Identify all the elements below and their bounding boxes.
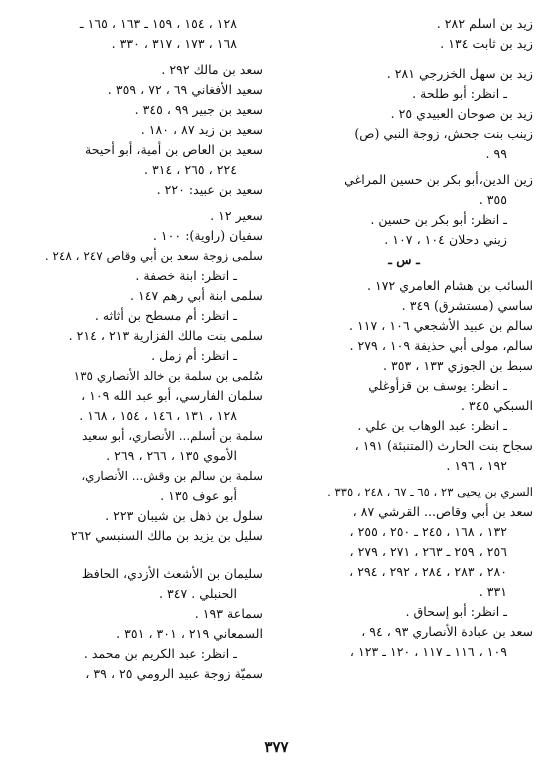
index-entry: سلول بن ذهل بن شيبان ٢٢٣ . <box>105 508 263 523</box>
index-entry: سلمة بن سالم بن وقش... الأنصاري، <box>81 469 263 483</box>
index-entry: ـ انظر: عبد الوهاب بن علي . <box>357 418 507 433</box>
index-entry: ـ س ـ <box>388 252 420 267</box>
index-entry: ٢٥٦ ، ٢٥٩ ـ ٢٦٣ ، ٢٧١ ، ٢٧٩ ، <box>349 544 507 559</box>
index-entry: سماعة ١٩٣ . <box>194 606 263 621</box>
index-entry: سُلمى بن سلمة بن خالد الأنصاري ١٣٥ <box>73 369 263 383</box>
index-entry: سعد بن مالك ٢٩٢ . <box>161 62 263 77</box>
index-entry: ٣٣١ . <box>478 584 507 599</box>
index-entry: سعيد بن زيد ٨٧ ، ١٨٠ . <box>140 122 263 137</box>
index-entry: الأموي ١٣٥ ، ٢٦٦ ، ٢٦٩ . <box>106 448 237 463</box>
page-number: ٣٧٧ <box>264 738 289 756</box>
index-entry: سعد بن عبادة الأنصاري ٩٣ ، ٩٤ ، <box>361 624 533 639</box>
index-entry: زيد بن ثابت ١٣٤ . <box>440 36 533 51</box>
index-entry: سلمى بنت مالك الفزارية ٢١٣ ، ٢١٤ . <box>68 328 263 343</box>
index-entry: سالم بن عبيد الأشجعي ١٠٦ ، ١١٧ . <box>348 318 533 333</box>
index-entry: زيد بن صوحان العبيدي ٢٥ . <box>390 106 533 121</box>
index-entry: ٢٨٠ ، ٢٨٣ ، ٢٨٤ ، ٢٩٢ ، ٢٩٤ ، <box>349 564 507 579</box>
index-entry: زينب بنت جحش، زوجة النبي (ص) <box>354 126 533 141</box>
index-entry: ٩٩ . <box>485 146 507 161</box>
index-entry: سعيد بن العاص بن أمية، أبو أحيحة <box>84 142 263 157</box>
index-entry: ٣٥٥ . <box>478 192 507 207</box>
index-entry: ـ انظر: أبو إسحاق . <box>405 604 507 619</box>
index-entry: السمعاني ٢١٩ ، ٣٠١ ، ٣٥١ . <box>116 626 263 641</box>
index-entry: سعيد بن جبير ٩٩ ، ٣٤٥ . <box>134 102 263 117</box>
index-entry: ساسي (مستشرق) ٣٤٩ . <box>401 298 533 313</box>
index-entry: سلمى ابنة أبي رهم ١٤٧ . <box>130 288 263 303</box>
index-entry: ٢٢٤ ، ٢٦٥ ، ٣١٤ . <box>143 162 237 177</box>
index-entry: ـ انظر: ابنة خصفة . <box>135 268 237 283</box>
index-entry: سجاح بنت الحارث (المتنبئة) ١٩١ ، <box>354 438 533 453</box>
index-entry: ـ انظر: أبو بكر بن حسين . <box>370 212 507 227</box>
index-entry: ١٦٨ ، ١٧٣ ، ٣١٧ ، ٣٣٠ . <box>111 36 237 51</box>
index-entry: سعيد الأفغاني ٦٩ ، ٧٢ ، ٣٥٩ . <box>107 82 263 97</box>
index-entry: ١٢٨ ، ١٥٤ ، ١٥٩ ـ ١٦٣ ، ١٦٥ ـ <box>79 16 237 31</box>
index-entry: ـ انظر: أم زمل . <box>151 348 237 363</box>
index-entry: سالم، مولى أبي حذيفة ١٠٩ ، ٢٧٩ . <box>349 338 533 353</box>
index-entry: زيني دحلان ١٠٤ ، ١٠٧ . <box>384 232 507 247</box>
index-entry: ـ انظر: يوسف بن قزأوغلي <box>368 378 507 393</box>
index-entry: سعد بن أبي وقاص... القرشي ٨٧ ، <box>352 504 533 519</box>
index-entry: سلمى زوجة سعد بن أبي وقاص ٢٤٧ ، ٢٤٨ . <box>44 249 263 263</box>
index-entry: سليل بن يزيد بن مالك السنبسي ٢٦٢ <box>70 528 263 543</box>
index-entry: سميّة زوجة عبيد الرومي ٢٥ ، ٣٩ ، <box>85 666 263 681</box>
index-entry: الحنبلي . ٣٤٧ . <box>158 586 237 601</box>
index-entry: سلمة بن أسلم... الأنصاري، أبو سعيد <box>81 429 263 443</box>
index-entry: زيد بن اسلم ٢٨٢ . <box>436 16 533 31</box>
index-entry: سفيان (راوية): ١٠٠ . <box>152 228 263 243</box>
index-entry: ١٢٨ ، ١٣١ ، ١٤٦ ، ١٥٤ ، ١٦٨ . <box>79 408 237 423</box>
left-column <box>18 14 263 684</box>
index-entry: زيد بن سهل الخزرجي ٢٨١ . <box>386 66 533 81</box>
index-entry: سلمان الفارسي، أبو عبد الله ١٠٩ ، <box>81 388 263 403</box>
index-entry: سعيد بن عبيد: ٢٢٠ . <box>156 182 263 197</box>
index-entry: ـ انظر: أم مسطح بن أثاثه . <box>94 308 237 323</box>
index-entry: زين الدين،أبو بكر بن حسين المراغي <box>344 172 533 187</box>
index-entry: السبكي ٣٤٥ . <box>460 398 533 413</box>
index-entry: سليمان بن الأشعث الأزدي، الحافظ <box>81 566 263 581</box>
index-entry: ـ انظر: عبد الكريم بن محمد . <box>83 646 237 661</box>
index-entry: السائب بن هشام العامري ١٧٢ . <box>366 278 533 293</box>
right-column <box>275 14 533 662</box>
index-entry: السري بن يحيى ٢٣ ، ٦٥ ـ ٦٧ ، ٢٤٨ ، ٣٣٥ . <box>327 485 533 499</box>
index-entry: أبو عوف ١٣٥ . <box>160 488 237 503</box>
index-entry: سبط بن الجوزي ١٣٣ ، ٣٥٣ . <box>382 358 533 373</box>
index-entry: ١٠٩ ، ١١٦ ـ ١١٧ ، ١٢٠ ـ ١٢٣ ، <box>349 644 507 659</box>
index-entry: سعير ١٢ . <box>210 208 263 223</box>
index-entry: ١٣٢ ، ١٦٨ ، ٢٤٥ ـ ٢٥٠ ، ٢٥٥ ، <box>349 524 507 539</box>
index-entry: ـ انظر: أبو طلحة . <box>412 86 507 101</box>
index-entry: ١٩٢ ، ١٩٦ . <box>446 458 507 473</box>
